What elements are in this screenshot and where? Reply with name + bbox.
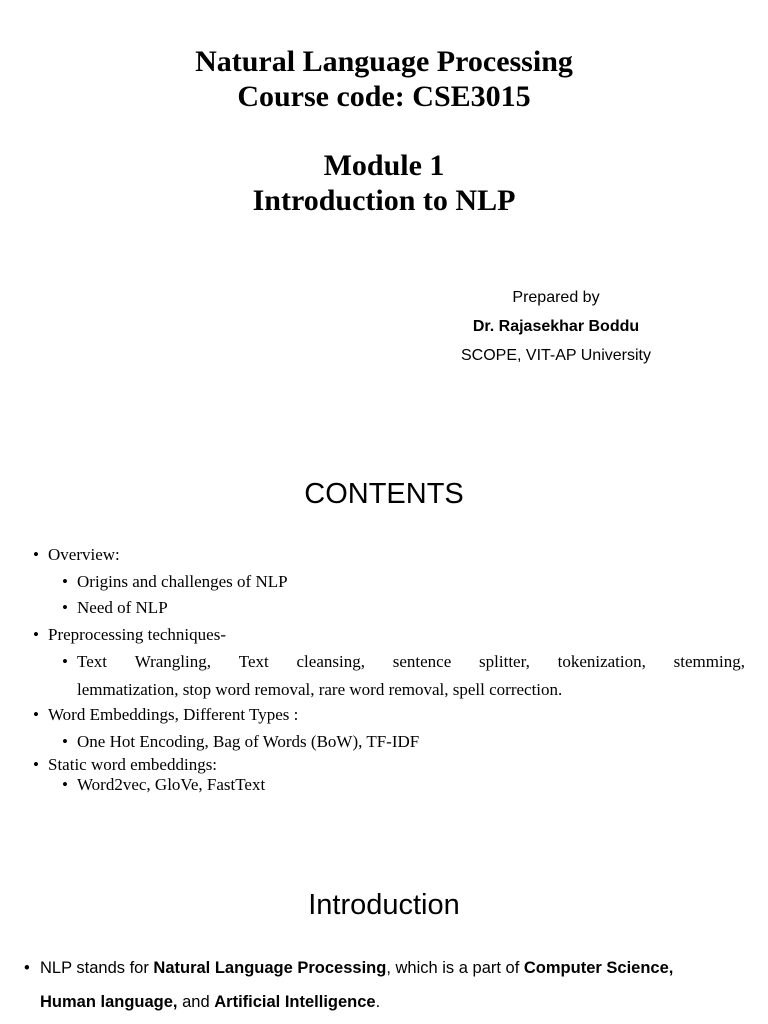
- list-item-text: Word Embeddings, Different Types :: [48, 705, 299, 724]
- list-item-text: Overview:: [48, 545, 120, 564]
- module-number: Module 1: [323, 149, 445, 182]
- course-code: Course code: CSE3015: [237, 80, 531, 113]
- intro-paragraph: [24, 951, 764, 1019]
- word: sentence: [392, 652, 452, 671]
- course-title-block: [0, 44, 768, 114]
- list-item: [62, 732, 420, 752]
- list-item: [62, 572, 288, 592]
- list-item-text: One Hot Encoding, Bag of Words (BoW), TF-IDF: [77, 732, 420, 751]
- bullet-glyph: •: [33, 545, 39, 564]
- word: Text: [77, 652, 107, 671]
- word: tokenization,: [557, 652, 646, 671]
- module-title-block: [0, 148, 768, 218]
- bullet-glyph: •: [62, 652, 68, 671]
- intro-line-2: Human language, and Artificial Intelligence.: [40, 993, 381, 1011]
- list-item: [62, 598, 168, 618]
- list-item-text: Static word embeddings:: [48, 755, 218, 774]
- list-item: [62, 652, 745, 700]
- prepared-by-label: Prepared by: [512, 289, 600, 306]
- word: Text: [238, 652, 269, 671]
- list-item: [33, 755, 218, 775]
- course-title: Natural Language Processing: [195, 45, 573, 78]
- word: stemming,: [673, 652, 745, 671]
- author-name: Dr. Rajasekhar Boddu: [472, 318, 640, 335]
- bullet-glyph: •: [62, 572, 68, 591]
- author-affiliation: SCOPE, VIT-AP University: [461, 347, 651, 364]
- prepared-by-block: [356, 283, 756, 370]
- list-item-text: Word2vec, GloVe, FastText: [77, 775, 266, 794]
- bullet-glyph: •: [62, 775, 68, 794]
- word: splitter,: [479, 652, 530, 671]
- list-item: [33, 625, 226, 645]
- list-item: [33, 705, 299, 725]
- bullet-glyph: •: [62, 598, 68, 617]
- list-item-continuation: lemmatization, stop word removal, rare word removal, spell correction.: [77, 680, 563, 699]
- list-item-text: Need of NLP: [77, 598, 168, 617]
- bullet-glyph: •: [33, 625, 39, 644]
- bullet-glyph: •: [33, 755, 39, 774]
- word: Wrangling,: [134, 652, 212, 671]
- list-item-text: Origins and challenges of NLP: [77, 572, 288, 591]
- bullet-glyph: •: [33, 705, 39, 724]
- list-item: [62, 775, 266, 795]
- module-title: Introduction to NLP: [252, 184, 516, 217]
- contents-heading: CONTENTS: [304, 478, 464, 510]
- introduction-heading: Introduction: [308, 889, 460, 921]
- bullet-glyph: •: [24, 959, 30, 977]
- bullet-glyph: •: [62, 732, 68, 751]
- intro-line-1: NLP stands for Natural Language Processing, which is a part of Computer Science,: [40, 959, 674, 977]
- word: cleansing,: [296, 652, 365, 671]
- list-item-text: Preprocessing techniques-: [48, 625, 226, 644]
- justified-line: [77, 652, 745, 672]
- list-item: [33, 545, 120, 565]
